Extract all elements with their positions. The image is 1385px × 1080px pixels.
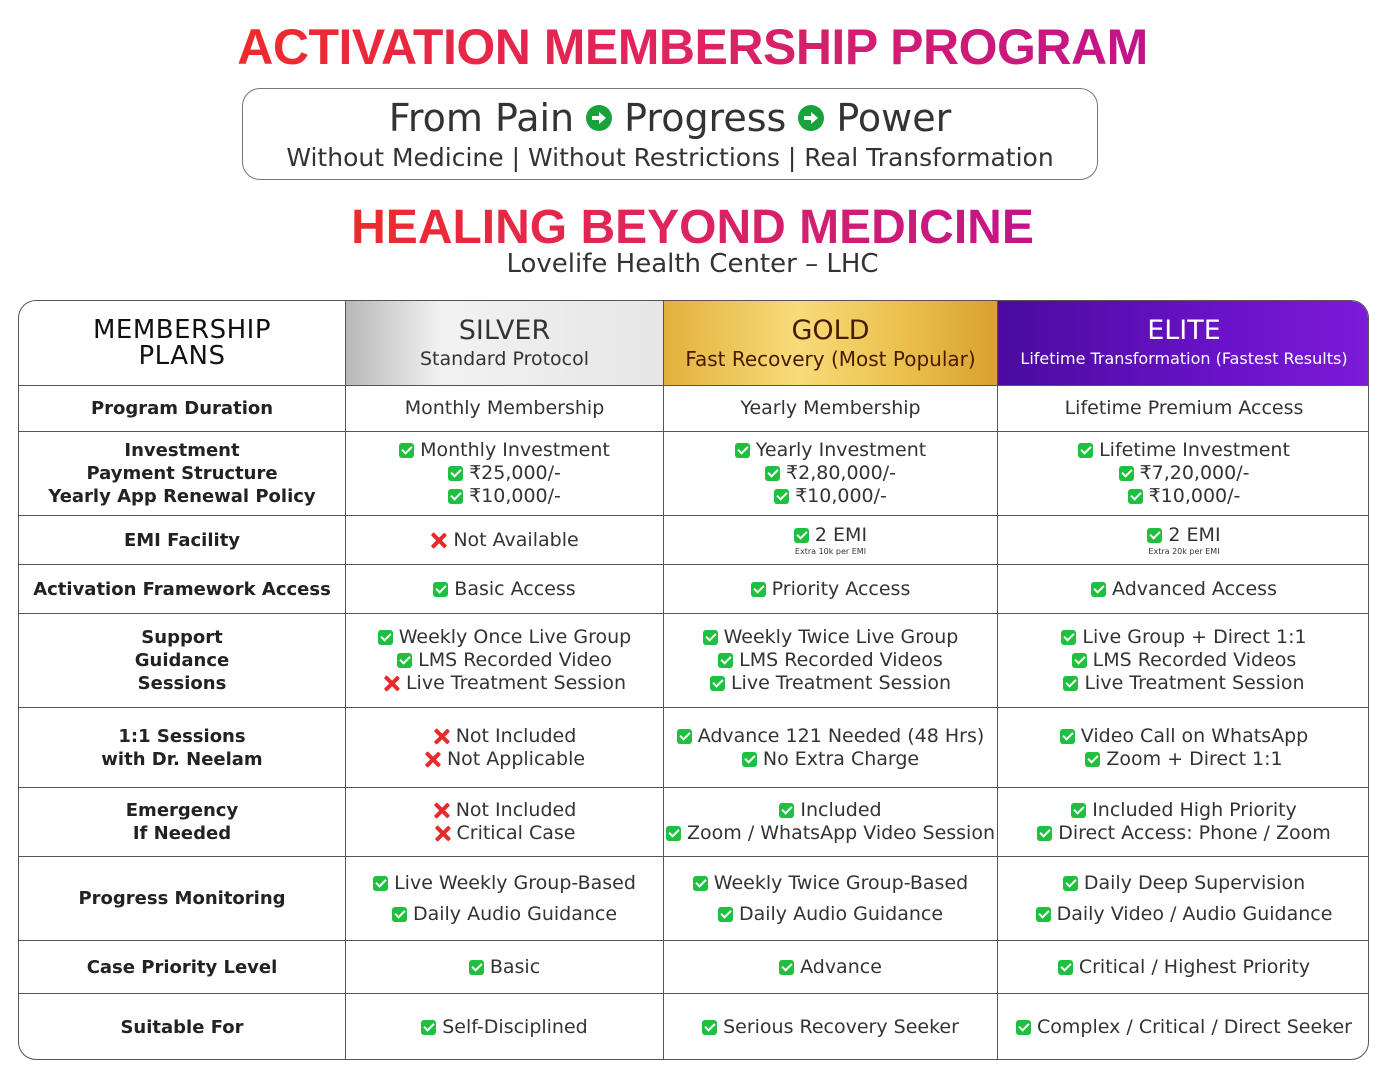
check-icon [1128, 489, 1143, 504]
feature-item [718, 901, 943, 928]
feature-item [1128, 485, 1241, 508]
center-name: Lovelife Health Center – LHC [506, 249, 879, 279]
feature-text: ₹10,000/- [795, 485, 887, 507]
check-icon [677, 729, 692, 744]
cross-icon [434, 825, 451, 842]
row-label [19, 857, 346, 941]
feature-text: Advanced Access [1112, 577, 1277, 600]
feature-text: Live Treatment Session [1084, 672, 1305, 694]
feature-text: ₹10,000/- [469, 485, 561, 507]
feature-item [433, 799, 577, 822]
feature-text: Priority Access [771, 577, 911, 600]
feature-text: Not Included [455, 724, 577, 747]
feature-item [1063, 672, 1304, 695]
cell-silver [346, 788, 664, 857]
feature-item [1037, 822, 1331, 845]
row-label-line: Suitable For [120, 1017, 244, 1038]
feature-item [1063, 870, 1305, 897]
feature-text: Included High Priority [1092, 799, 1297, 821]
row-label-line: Payment Structure [86, 463, 278, 484]
feature-item [742, 748, 919, 771]
plan-name: GOLD [791, 315, 870, 346]
check-icon [774, 489, 789, 504]
cell-gold [664, 386, 998, 432]
check-icon [703, 630, 718, 645]
check-icon [779, 803, 794, 818]
feature-item [1078, 439, 1290, 462]
feature-item [751, 578, 911, 601]
cell-gold [664, 565, 998, 614]
tagline-box [242, 88, 1098, 180]
check-icon [397, 653, 412, 668]
feature-text: Live Treatment Session [405, 672, 627, 694]
cell-elite [998, 994, 1369, 1060]
check-icon [1063, 676, 1078, 691]
feature-item [430, 529, 578, 552]
arrow-right-circle-icon [798, 105, 824, 131]
check-icon [469, 960, 484, 975]
feature-text: Not Available [453, 528, 579, 551]
row-label-line: Support [141, 627, 223, 648]
plan-header-gold [664, 301, 998, 386]
cell-elite [998, 708, 1369, 788]
feature-item [469, 956, 540, 979]
row-label-line: EMI Facility [123, 529, 241, 551]
feature-item [433, 725, 577, 748]
feature-item [735, 439, 926, 462]
feature-text: Basic [489, 955, 541, 978]
cell-silver [346, 432, 664, 516]
row-label [19, 565, 346, 614]
feature-text: ₹25,000/- [469, 462, 561, 484]
check-icon [1037, 826, 1052, 841]
plan-name: SILVER [458, 315, 551, 346]
feature-text: Live Weekly Group-Based [394, 871, 636, 894]
emi-note: Extra 20k per EMI [1148, 546, 1220, 556]
feature-text: Lifetime Premium Access [1064, 397, 1304, 419]
feature-text: Weekly Twice Live Group [723, 626, 959, 648]
row-label-line: Program Duration [90, 398, 274, 419]
check-icon [1060, 729, 1075, 744]
cell-silver [346, 708, 664, 788]
feature-text: Advance 121 Needed (48 Hrs) [697, 724, 985, 747]
cell-silver [346, 565, 664, 614]
tagline-middle: Progress [624, 96, 787, 140]
feature-item [693, 870, 968, 897]
feature-item [392, 901, 617, 928]
feature-item [1147, 524, 1220, 547]
feature-text: Live Treatment Session [730, 672, 952, 694]
feature-text: Self-Disciplined [442, 1016, 588, 1038]
feature-item [399, 439, 610, 462]
feature-text: ₹10,000/- [1148, 485, 1241, 507]
feature-text: Direct Access: Phone / Zoom [1058, 822, 1331, 844]
check-icon [1119, 466, 1134, 481]
check-icon [421, 1020, 436, 1035]
cell-gold [664, 708, 998, 788]
feature-text: Lifetime Investment [1099, 439, 1290, 461]
feature-text: Advance [800, 955, 882, 978]
feature-item [1071, 799, 1297, 822]
check-icon [1063, 876, 1078, 891]
cell-gold [664, 788, 998, 857]
cross-icon [430, 532, 447, 549]
feature-text: Critical Case [456, 822, 576, 844]
feature-item [448, 462, 561, 485]
cell-elite [998, 386, 1369, 432]
cell-elite [998, 941, 1369, 994]
feature-text: ₹7,20,000/- [1139, 462, 1250, 484]
plan-subtitle: Lifetime Transformation (Fastest Results) [1020, 349, 1348, 368]
check-icon [751, 582, 766, 597]
feature-text: LMS Recorded Videos [1092, 649, 1297, 671]
corner-label: MEMBERSHIP PLANS [19, 301, 346, 386]
feature-text: Complex / Critical / Direct Seeker [1037, 1016, 1352, 1038]
row-label-line: Emergency [125, 800, 239, 821]
cell-silver [346, 516, 664, 565]
membership-plans-table [18, 300, 1369, 1060]
feature-text: Basic Access [454, 577, 576, 600]
feature-item [779, 799, 881, 822]
emi-note: Extra 10k per EMI [794, 546, 867, 556]
row-label [19, 788, 346, 857]
feature-text: Yearly Investment [755, 439, 927, 461]
feature-text: Not Applicable [446, 747, 586, 770]
check-icon [373, 876, 388, 891]
check-icon [779, 960, 794, 975]
feature-item [710, 672, 951, 695]
feature-item [718, 649, 943, 672]
plan-header-silver [346, 301, 664, 386]
feature-item [1058, 956, 1310, 979]
feature-text: 2 EMI [1168, 523, 1221, 546]
check-icon [378, 630, 393, 645]
feature-item [779, 956, 882, 979]
feature-item [1016, 1016, 1352, 1039]
cell-gold [664, 941, 998, 994]
feature-text: Monthly Membership [404, 397, 605, 419]
arrow-right-circle-icon [586, 105, 612, 131]
check-icon [702, 1020, 717, 1035]
feature-item [421, 1016, 587, 1039]
check-icon [392, 907, 407, 922]
cell-gold [664, 857, 998, 941]
check-icon [1147, 528, 1162, 543]
feature-item [1119, 462, 1250, 485]
feature-text: Live Group + Direct 1:1 [1082, 626, 1307, 648]
cell-gold [664, 614, 998, 708]
row-label-line: Yearly App Renewal Policy [48, 486, 316, 507]
row-label-line: 1:1 Sessions [118, 725, 246, 747]
row-label-line: If Needed [132, 823, 232, 844]
subtagline: Without Medicine | Without Restrictions | Real Transformation [286, 143, 1054, 172]
feature-item [1036, 901, 1333, 928]
feature-item [703, 626, 959, 649]
cell-silver [346, 857, 664, 941]
row-label [19, 516, 346, 565]
check-icon [1078, 443, 1093, 458]
feature-item [1072, 649, 1297, 672]
feature-item [666, 822, 995, 845]
feature-text: Critical / Highest Priority [1078, 955, 1311, 978]
cell-gold [664, 516, 998, 565]
check-icon [718, 653, 733, 668]
feature-text: LMS Recorded Videos [739, 649, 943, 671]
row-label-line: Progress Monitoring [78, 888, 286, 909]
feature-item [1061, 626, 1306, 649]
feature-text: 2 EMI [814, 523, 868, 546]
check-icon [1036, 907, 1051, 922]
feature-text: Zoom + Direct 1:1 [1106, 747, 1283, 770]
check-icon [794, 528, 809, 543]
feature-text: Included [800, 799, 882, 821]
feature-text: LMS Recorded Video [418, 649, 612, 671]
row-label-line: Investment [124, 440, 240, 461]
feature-item [383, 672, 626, 695]
check-icon [1091, 582, 1106, 597]
check-icon [1016, 1020, 1031, 1035]
cross-icon [424, 751, 441, 768]
cell-silver [346, 386, 664, 432]
plan-name: ELITE [1147, 315, 1221, 346]
check-icon [399, 443, 414, 458]
row-label-line: Activation Framework Access [33, 578, 331, 600]
check-icon [1058, 960, 1073, 975]
plan-subtitle: Fast Recovery (Most Popular) [685, 347, 976, 371]
feature-text: Not Included [455, 799, 577, 821]
feature-text: Weekly Once Live Group [398, 626, 632, 648]
feature-text: No Extra Charge [762, 747, 920, 770]
tagline-to: Power [836, 96, 952, 140]
row-label-line: Case Priority Level [86, 956, 278, 978]
cell-elite [998, 857, 1369, 941]
cell-elite [998, 614, 1369, 708]
row-label [19, 941, 346, 994]
check-icon [433, 582, 448, 597]
row-label [19, 386, 346, 432]
cross-icon [383, 675, 400, 692]
row-label [19, 708, 346, 788]
cell-gold [664, 994, 998, 1060]
feature-item [434, 822, 576, 845]
check-icon [1071, 803, 1086, 818]
cell-silver [346, 941, 664, 994]
row-label-line: with Dr. Neelam [101, 748, 263, 770]
row-label-line: Guidance [134, 650, 230, 671]
feature-item [424, 748, 585, 771]
program-title: ACTIVATION MEMBERSHIP PROGRAM [237, 19, 1148, 75]
check-icon [693, 876, 708, 891]
tagline [243, 95, 1097, 141]
feature-item [448, 485, 561, 508]
feature-text: Yearly Membership [740, 397, 921, 419]
feature-text: Video Call on WhatsApp [1080, 724, 1309, 747]
cell-silver [346, 614, 664, 708]
cell-elite [998, 432, 1369, 516]
cell-elite [998, 565, 1369, 614]
feature-item [740, 397, 920, 420]
check-icon [448, 489, 463, 504]
tagline-from: From Pain [388, 96, 575, 140]
plan-header-elite [998, 301, 1369, 386]
feature-item [794, 524, 867, 547]
check-icon [742, 752, 757, 767]
feature-item [765, 462, 896, 485]
feature-text: Daily Deep Supervision [1083, 871, 1306, 894]
cell-elite [998, 516, 1369, 565]
cell-silver [346, 994, 664, 1060]
feature-text: Daily Video / Audio Guidance [1056, 902, 1333, 925]
feature-item [378, 626, 631, 649]
feature-text: Monthly Investment [420, 439, 610, 461]
feature-text: Daily Audio Guidance [412, 902, 618, 925]
feature-item [702, 1016, 959, 1039]
check-icon [710, 676, 725, 691]
feature-text: Daily Audio Guidance [738, 902, 944, 925]
check-icon [718, 907, 733, 922]
feature-item [1085, 748, 1282, 771]
check-icon [666, 826, 681, 841]
cross-icon [433, 728, 450, 745]
healing-heading: HEALING BEYOND MEDICINE [351, 201, 1034, 254]
row-label-line: Sessions [137, 673, 227, 694]
feature-item [1091, 578, 1277, 601]
feature-item [677, 725, 985, 748]
check-icon [1085, 752, 1100, 767]
cell-elite [998, 788, 1369, 857]
plan-subtitle: Standard Protocol [419, 348, 590, 370]
feature-text: Zoom / WhatsApp Video Session [687, 822, 995, 844]
check-icon [735, 443, 750, 458]
feature-text: ₹2,80,000/- [786, 462, 896, 484]
feature-text: Serious Recovery Seeker [723, 1016, 959, 1038]
feature-text: Weekly Twice Group-Based [713, 871, 969, 894]
feature-item [774, 485, 887, 508]
feature-item [405, 397, 605, 420]
feature-item [1060, 725, 1308, 748]
feature-item [397, 649, 612, 672]
feature-item [433, 578, 575, 601]
row-label [19, 994, 346, 1060]
row-label [19, 614, 346, 708]
row-label [19, 432, 346, 516]
check-icon [765, 466, 780, 481]
check-icon [1061, 630, 1076, 645]
check-icon [1072, 653, 1087, 668]
cell-gold [664, 432, 998, 516]
check-icon [448, 466, 463, 481]
feature-item [373, 870, 636, 897]
feature-item [1065, 397, 1304, 420]
cross-icon [433, 802, 450, 819]
